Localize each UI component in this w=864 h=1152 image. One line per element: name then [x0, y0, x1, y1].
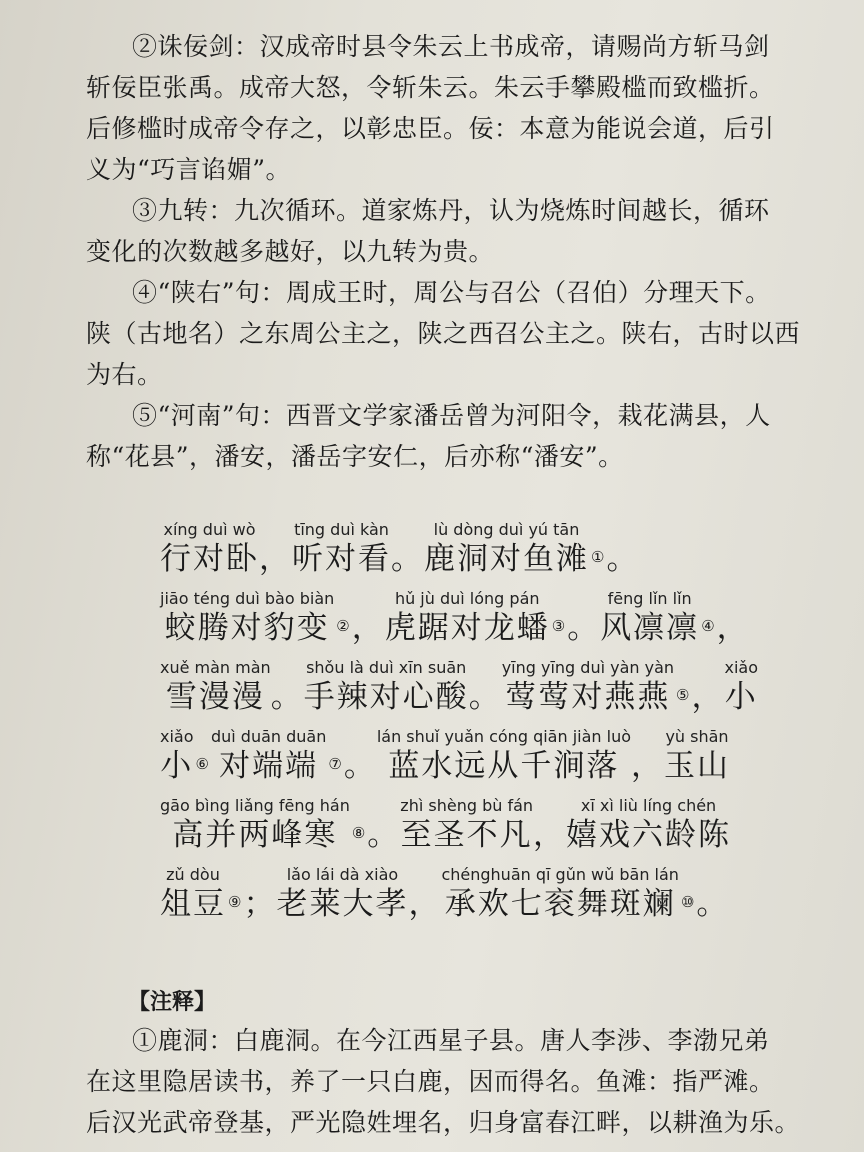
note-marker	[674, 658, 691, 716]
note-line: 后汉光武帝登基，严光隐姓埋名，归身富春江畔，以耕渔为乐。	[86, 1108, 801, 1137]
pinyin: zhì shèng bù fán	[400, 796, 534, 815]
hanzi: 。	[391, 541, 424, 577]
verse-segment	[566, 796, 731, 854]
hanzi: ，	[533, 817, 567, 853]
pinyin: jiāo téng duì bào biàn	[160, 589, 335, 608]
verse-segment	[400, 796, 533, 854]
pinyin: gāo bìng liǎng fēng hán	[160, 796, 350, 815]
hanzi: 。	[468, 679, 502, 715]
note-line: ③九转：九次循环。道家炼丹，认为烧炼时间越长，循环	[132, 196, 770, 225]
hanzi: ④	[701, 617, 717, 635]
pinyin: xuě màn màn	[160, 658, 271, 677]
note-marker	[699, 589, 716, 647]
verse-segment	[160, 727, 194, 785]
hanzi: 至圣不凡	[400, 817, 533, 853]
hanzi: 莺莺对燕燕	[505, 679, 671, 715]
verse-segment	[160, 520, 259, 578]
hanzi: ②	[336, 617, 352, 635]
note-line: 称“花县”，潘安，潘岳字安仁，后亦称“潘安”。	[86, 442, 624, 471]
verse-segment	[385, 589, 550, 647]
hanzi: ；	[243, 886, 277, 922]
pinyin: xī xì liù líng chén	[580, 796, 717, 815]
verse-segment	[211, 727, 326, 785]
hanzi: 。	[696, 886, 730, 922]
note-line: 在这里隐居读书，养了一只白鹿，因而得名。鱼滩：指严滩。	[86, 1067, 775, 1096]
hanzi: 风凛凛	[600, 610, 700, 646]
note-line: ①鹿洞：白鹿洞。在今江西星子县。唐人李涉、李渤兄弟	[132, 1026, 770, 1055]
hanzi: ⑧	[351, 824, 368, 842]
hanzi: 鹿洞对鱼滩	[424, 541, 589, 577]
verse-segment	[441, 865, 679, 923]
hanzi: 对端端	[219, 748, 319, 784]
pinyin: hǔ jù duì lóng pán	[394, 589, 540, 608]
note-line: ⑤“河南”句：西晋文学家潘岳曾为河阳令，栽花满县，人	[132, 401, 771, 430]
hanzi: ⑦	[328, 755, 344, 773]
pinyin: lán shuǐ yuǎn cóng qiān jiàn luò	[376, 727, 631, 746]
verse-line	[160, 589, 800, 647]
note-marker	[334, 589, 351, 647]
hanzi: ，	[631, 748, 664, 784]
hanzi: 承欢七衮舞斑斓	[444, 886, 676, 922]
verse-line	[160, 796, 800, 854]
pinyin: yīng yīng duì yàn yàn	[501, 658, 675, 677]
verse-segment	[377, 727, 631, 785]
verse-segment	[533, 796, 566, 854]
verse-segment	[160, 865, 226, 923]
verse-segment	[717, 589, 750, 647]
verse-line	[160, 520, 800, 578]
hanzi: 雪漫漫	[165, 679, 265, 715]
pinyin: lù dòng duì yú tān	[433, 520, 580, 539]
hanzi: 。	[270, 679, 304, 715]
verse-segment	[631, 727, 664, 785]
hanzi: 。	[606, 541, 640, 577]
verse-line	[160, 727, 800, 785]
verse-segment	[160, 658, 271, 716]
pinyin: fēng lǐn lǐn	[607, 589, 692, 608]
verse-segment	[367, 796, 400, 854]
verse-segment	[243, 865, 276, 923]
verse-segment	[344, 727, 377, 785]
verse-segment	[691, 658, 724, 716]
hanzi: ⑤	[676, 686, 692, 704]
verse-segment	[408, 865, 441, 923]
rhyme-verse-with-pinyin	[160, 520, 800, 934]
annotation-notes-top	[86, 26, 801, 477]
verse-segment	[160, 796, 350, 854]
hanzi: ，	[259, 541, 292, 577]
hanzi: ，	[408, 886, 442, 922]
hanzi: ⑩	[680, 893, 697, 911]
verse-segment	[600, 589, 699, 647]
note-marker	[679, 865, 696, 923]
verse-segment	[271, 658, 304, 716]
verse-segment	[424, 520, 589, 578]
pinyin: xíng duì wò	[163, 520, 256, 539]
hanzi: 玉山	[664, 748, 730, 784]
verse-line	[160, 865, 800, 923]
hanzi: 老莱大孝	[276, 886, 409, 922]
verse-segment	[469, 658, 502, 716]
note-line: 义为“巧言谄媚”。	[86, 155, 292, 184]
note-line: ②诛佞剑：汉成帝时县令朱云上书成帝，请赐尚方斩马剑	[132, 32, 770, 61]
verse-segment	[292, 520, 391, 578]
pinyin: xiǎo	[724, 658, 758, 677]
hanzi: ①	[591, 548, 607, 566]
hanzi: ，	[351, 610, 385, 646]
pinyin: shǒu là duì xīn suān	[306, 658, 467, 677]
verse-segment	[606, 520, 639, 578]
note-line: 为右。	[86, 360, 163, 389]
note-marker	[589, 520, 606, 578]
pinyin: xiǎo	[160, 727, 194, 746]
hanzi: 。	[343, 748, 377, 784]
verse-segment	[352, 589, 385, 647]
note-line: ④“陕右”句：周成王时，周公与召公（召伯）分理天下。	[132, 278, 771, 307]
note-marker	[226, 865, 243, 923]
verse-segment	[160, 589, 334, 647]
hanzi: 听对看	[292, 541, 391, 577]
pinyin: duì duān duān	[210, 727, 327, 746]
verse-segment	[391, 520, 424, 578]
hanzi: 俎豆	[160, 886, 226, 922]
verse-line	[160, 658, 800, 716]
verse-segment	[259, 520, 292, 578]
hanzi: 。	[367, 817, 401, 853]
hanzi: 虎踞对龙蟠	[384, 610, 550, 646]
verse-segment	[724, 658, 758, 716]
note-marker	[350, 796, 367, 854]
pinyin: lǎo lái dà xiào	[286, 865, 399, 884]
hanzi: 嬉戏六龄陈	[566, 817, 732, 853]
verse-segment	[304, 658, 469, 716]
hanzi: ⑨	[228, 893, 244, 911]
hanzi: ⑥	[195, 755, 211, 773]
notes-heading: 【注释】	[128, 990, 217, 1015]
note-marker	[550, 589, 567, 647]
hanzi: 蛟腾对豹变	[164, 610, 330, 646]
hanzi: 高并两峰寒	[172, 817, 338, 853]
pinyin: chénghuān qī gǔn wǔ bān lán	[441, 865, 679, 884]
verse-segment	[696, 865, 729, 923]
hanzi: 蓝水远从千涧落	[388, 748, 620, 784]
verse-segment	[567, 589, 600, 647]
note-line: 斩佞臣张禹。成帝大怒，令斩朱云。朱云手攀殿槛而致槛折。	[86, 73, 775, 102]
note-line: 后修槛时成帝令存之，以彰忠臣。佞：本意为能说会道，后引	[86, 114, 775, 143]
hanzi: ，	[716, 610, 750, 646]
verse-segment	[502, 658, 674, 716]
note-line: 陕（古地名）之东周公主之，陕之西召公主之。陕右，古时以西	[86, 319, 801, 348]
verse-segment	[664, 727, 730, 785]
hanzi: 小	[724, 679, 758, 715]
pinyin: yù shān	[665, 727, 729, 746]
hanzi: 手辣对心酸	[303, 679, 469, 715]
hanzi: 。	[567, 610, 601, 646]
note-marker	[194, 727, 211, 785]
pinyin: tīng duì kàn	[294, 520, 389, 539]
hanzi: ，	[691, 679, 725, 715]
note-line: 变化的次数越多越好，以九转为贵。	[86, 237, 495, 266]
verse-segment	[276, 865, 408, 923]
hanzi: ③	[551, 617, 568, 635]
hanzi: 行对卧	[160, 541, 259, 577]
pinyin: zǔ dòu	[166, 865, 220, 884]
hanzi: 小	[160, 748, 194, 784]
annotation-notes-bottom	[86, 1020, 801, 1143]
note-marker	[326, 727, 343, 785]
